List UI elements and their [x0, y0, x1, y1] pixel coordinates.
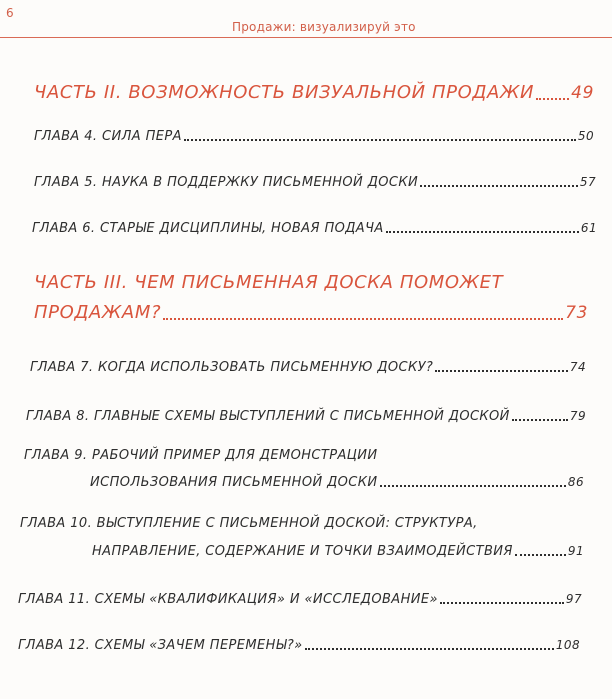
toc-chapter-10-line-2: [92, 544, 584, 559]
toc-chapter-5-title: ГЛАВА 5. НАУКА В ПОДДЕРЖКУ ПИСЬМЕННОЙ ДОСКИ: [34, 175, 419, 190]
toc-chapter-9-title-1: ГЛАВА 9. РАБОЧИЙ ПРИМЕР ДЛЯ ДЕМОНСТРАЦИИ: [24, 448, 378, 463]
toc-chapter-5: [34, 175, 596, 190]
toc-part-3-page: 73: [565, 303, 588, 323]
toc-chapter-12-title: ГЛАВА 12. СХЕМЫ «ЗАЧЕМ ПЕРЕМЕНЫ?»: [18, 638, 303, 653]
toc-chapter-8: [26, 409, 586, 424]
toc-chapter-10-line-1: [20, 516, 478, 531]
toc-chapter-9-page: 86: [567, 475, 584, 489]
toc-chapter-11: [18, 592, 582, 607]
header-rule: [0, 37, 612, 38]
toc-chapter-9-line-1: [24, 448, 378, 463]
toc-chapter-10-title-2: НАПРАВЛЕНИЕ, СОДЕРЖАНИЕ И ТОЧКИ ВЗАИМОДЕЙСТВИЯ: [92, 544, 513, 559]
toc-chapter-11-page: 97: [565, 592, 582, 606]
page-header: [0, 0, 612, 36]
leader-dots: [184, 139, 576, 141]
toc-part-2-page: 49: [571, 83, 594, 103]
running-title: Продажи: визуализируй это: [232, 20, 416, 34]
toc-chapter-7-title: ГЛАВА 7. КОГДА ИСПОЛЬЗОВАТЬ ПИСЬМЕННУЮ ДОСКУ?: [30, 360, 434, 375]
toc-part-3-title-1: ЧАСТЬ III. ЧЕМ ПИСЬМЕННАЯ ДОСКА ПОМОЖЕТ: [34, 272, 504, 293]
toc-chapter-5-page: 57: [579, 175, 596, 189]
leader-dots: [536, 98, 569, 100]
toc-chapter-8-page: 79: [569, 409, 586, 423]
toc-part-2-title: ЧАСТЬ II. ВОЗМОЖНОСТЬ ВИЗУАЛЬНОЙ ПРОДАЖИ: [34, 82, 535, 103]
leader-dots: [515, 554, 566, 556]
toc-chapter-8-title: ГЛАВА 8. ГЛАВНЫЕ СХЕМЫ ВЫСТУПЛЕНИЙ С ПИСЬМЕННОЙ ДОСКОЙ: [26, 409, 510, 424]
toc-chapter-9-title-2: ИСПОЛЬЗОВАНИЯ ПИСЬМЕННОЙ ДОСКИ: [90, 475, 378, 490]
toc-part-2: [34, 82, 594, 103]
page-number: 6: [6, 6, 14, 20]
toc-chapter-10-page: 91: [567, 544, 584, 558]
toc-chapter-11-title: ГЛАВА 11. СХЕМЫ «КВАЛИФИКАЦИЯ» И «ИССЛЕДОВАНИЕ»: [18, 592, 438, 607]
leader-dots: [512, 419, 568, 421]
toc-part-3-line-2: [34, 302, 588, 323]
toc-part-3-title-2: ПРОДАЖАМ?: [34, 302, 162, 323]
toc-chapter-6: [32, 221, 597, 236]
toc-chapter-4-page: 50: [577, 129, 594, 143]
leader-dots: [440, 602, 564, 604]
toc-chapter-6-title: ГЛАВА 6. СТАРЫЕ ДИСЦИПЛИНЫ, НОВАЯ ПОДАЧА: [32, 221, 384, 236]
toc-chapter-10-title-1: ГЛАВА 10. ВЫСТУПЛЕНИЕ С ПИСЬМЕННОЙ ДОСКОЙ: СТРУКТУРА,: [20, 516, 478, 531]
toc-chapter-12: [18, 638, 580, 653]
toc-chapter-4-title: ГЛАВА 4. СИЛА ПЕРА: [34, 129, 182, 144]
toc-chapter-6-page: 61: [580, 221, 597, 235]
leader-dots: [386, 231, 579, 233]
toc-chapter-9-line-2: [90, 475, 584, 490]
toc-chapter-12-page: 108: [555, 638, 580, 652]
leader-dots: [435, 370, 568, 372]
leader-dots: [305, 648, 554, 650]
toc-chapter-7: [30, 360, 586, 375]
leader-dots: [380, 485, 566, 487]
toc-chapter-7-page: 74: [569, 360, 586, 374]
toc-part-3-line-1: [34, 272, 503, 293]
leader-dots: [420, 185, 578, 187]
toc-chapter-4: [34, 129, 594, 144]
leader-dots: [163, 318, 563, 320]
